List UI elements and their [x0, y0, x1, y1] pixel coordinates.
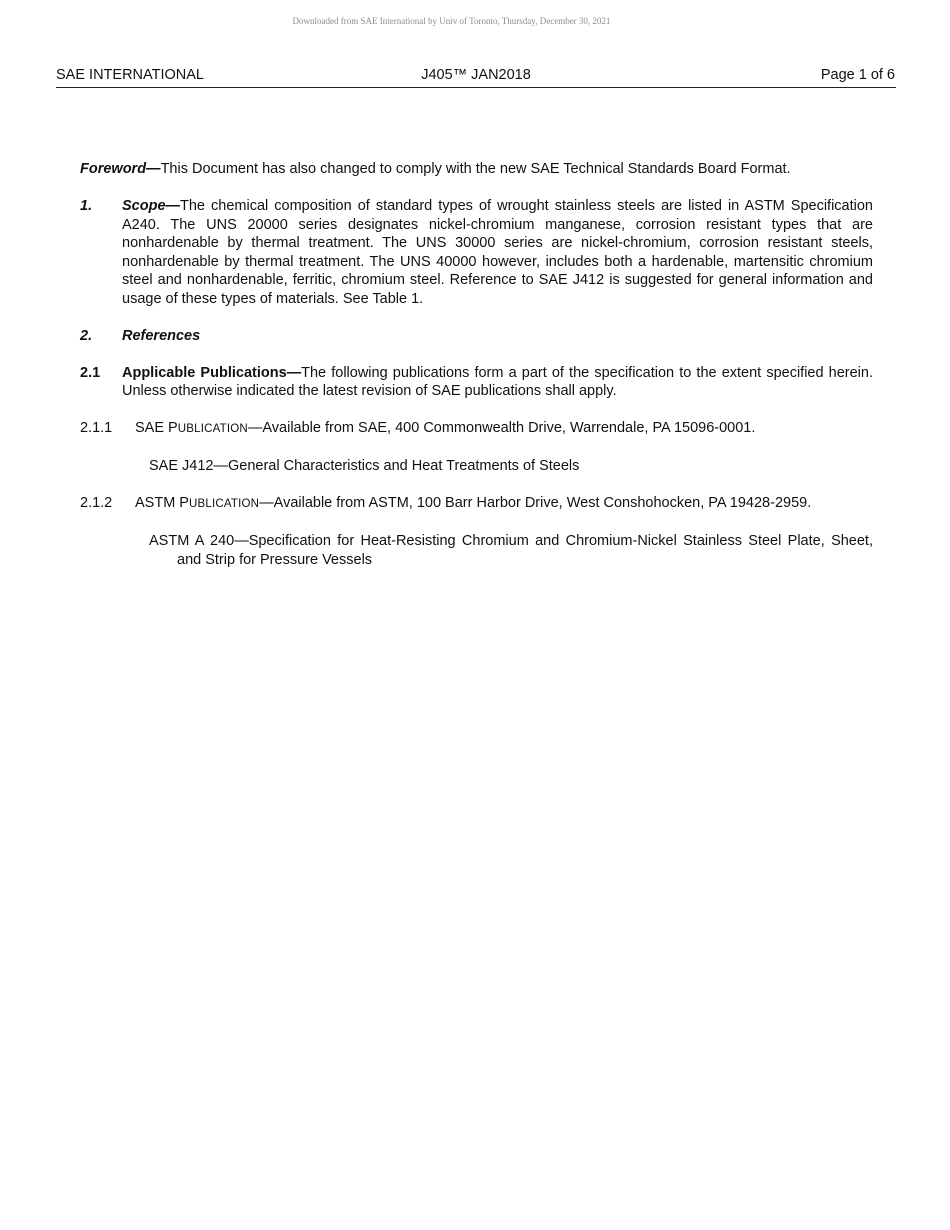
- applicable-publications-text: The following publications form a part of the specification to the extent specified herein. Unless otherwise indicated the latest revision of SAE publications shall apply.: [122, 364, 873, 399]
- sae-publication-org: SAE P: [135, 420, 178, 436]
- download-watermark: Downloaded from SAE International by Univ of Toronto, Thursday, December 30, 2021: [292, 16, 611, 26]
- document-body: [80, 160, 873, 569]
- astm-publication-section: [80, 494, 873, 514]
- sae-publication-text: —Available from SAE, 400 Commonwealth Drive, Warrendale, PA 15096-0001.: [247, 420, 756, 436]
- sae-publication-number: 2.1.1: [80, 420, 113, 436]
- astm-publication-text: —Available from ASTM, 100 Barr Harbor Drive, West Conshohocken, PA 19428-2959.: [259, 495, 812, 511]
- header-org: SAE INTERNATIONAL: [56, 67, 204, 83]
- foreword-paragraph: [80, 160, 873, 179]
- applicable-publications-section: [80, 364, 873, 401]
- header-page-number: Page 1 of 6: [820, 67, 895, 83]
- references-label: References: [122, 327, 201, 344]
- header-doc-id: J405™ JAN2018: [421, 67, 531, 83]
- scope-section: [80, 197, 873, 308]
- references-heading: [80, 327, 873, 346]
- astm-publication-org: ASTM P: [135, 495, 189, 511]
- sae-j412-reference: SAE J412—General Characteristics and Heat Treatments of Steels: [149, 458, 580, 474]
- sae-publication-section: [80, 419, 873, 439]
- foreword-text: This Document has also changed to comply with the new SAE Technical Standards Board Format.: [160, 161, 791, 177]
- page-header: [56, 67, 896, 88]
- astm-publication-smallcaps: UBLICATION: [188, 498, 260, 510]
- applicable-publications-number: 2.1: [80, 364, 101, 381]
- scope-label: Scope—: [122, 198, 181, 214]
- astm-publication-number: 2.1.2: [80, 495, 113, 511]
- astm-a240-reference: ASTM A 240—Specification for Heat-Resisting Chromium and Chromium-Nickel Stainless Steel Plate, Sheet, and Strip for Pressure Vessels: [149, 533, 873, 568]
- scope-text: The chemical composition of standard types of wrought stainless steels are listed in ASTM Specification A240. The UNS 20000 series designates nickel-chromium manganese, corrosion resistant types that are nonhardenable by thermal treatment. The UNS 30000 series are nickel-chromium, corrosion resistant steels, nonhardenable by thermal treatment. The UNS 40000 however, includes both a hardenable, martensitic chromium steel and nonhardenable, ferritic, chromium steel. Reference to SAE J412 is suggested for general information and usage of these types of materials. See Table 1.: [122, 198, 873, 307]
- references-number: 2.: [80, 327, 93, 344]
- scope-number: 1.: [80, 198, 93, 214]
- foreword-label: Foreword—: [80, 161, 161, 177]
- sae-publication-smallcaps: UBLICATION: [177, 423, 248, 435]
- applicable-publications-label: Applicable Publications—: [122, 364, 302, 381]
